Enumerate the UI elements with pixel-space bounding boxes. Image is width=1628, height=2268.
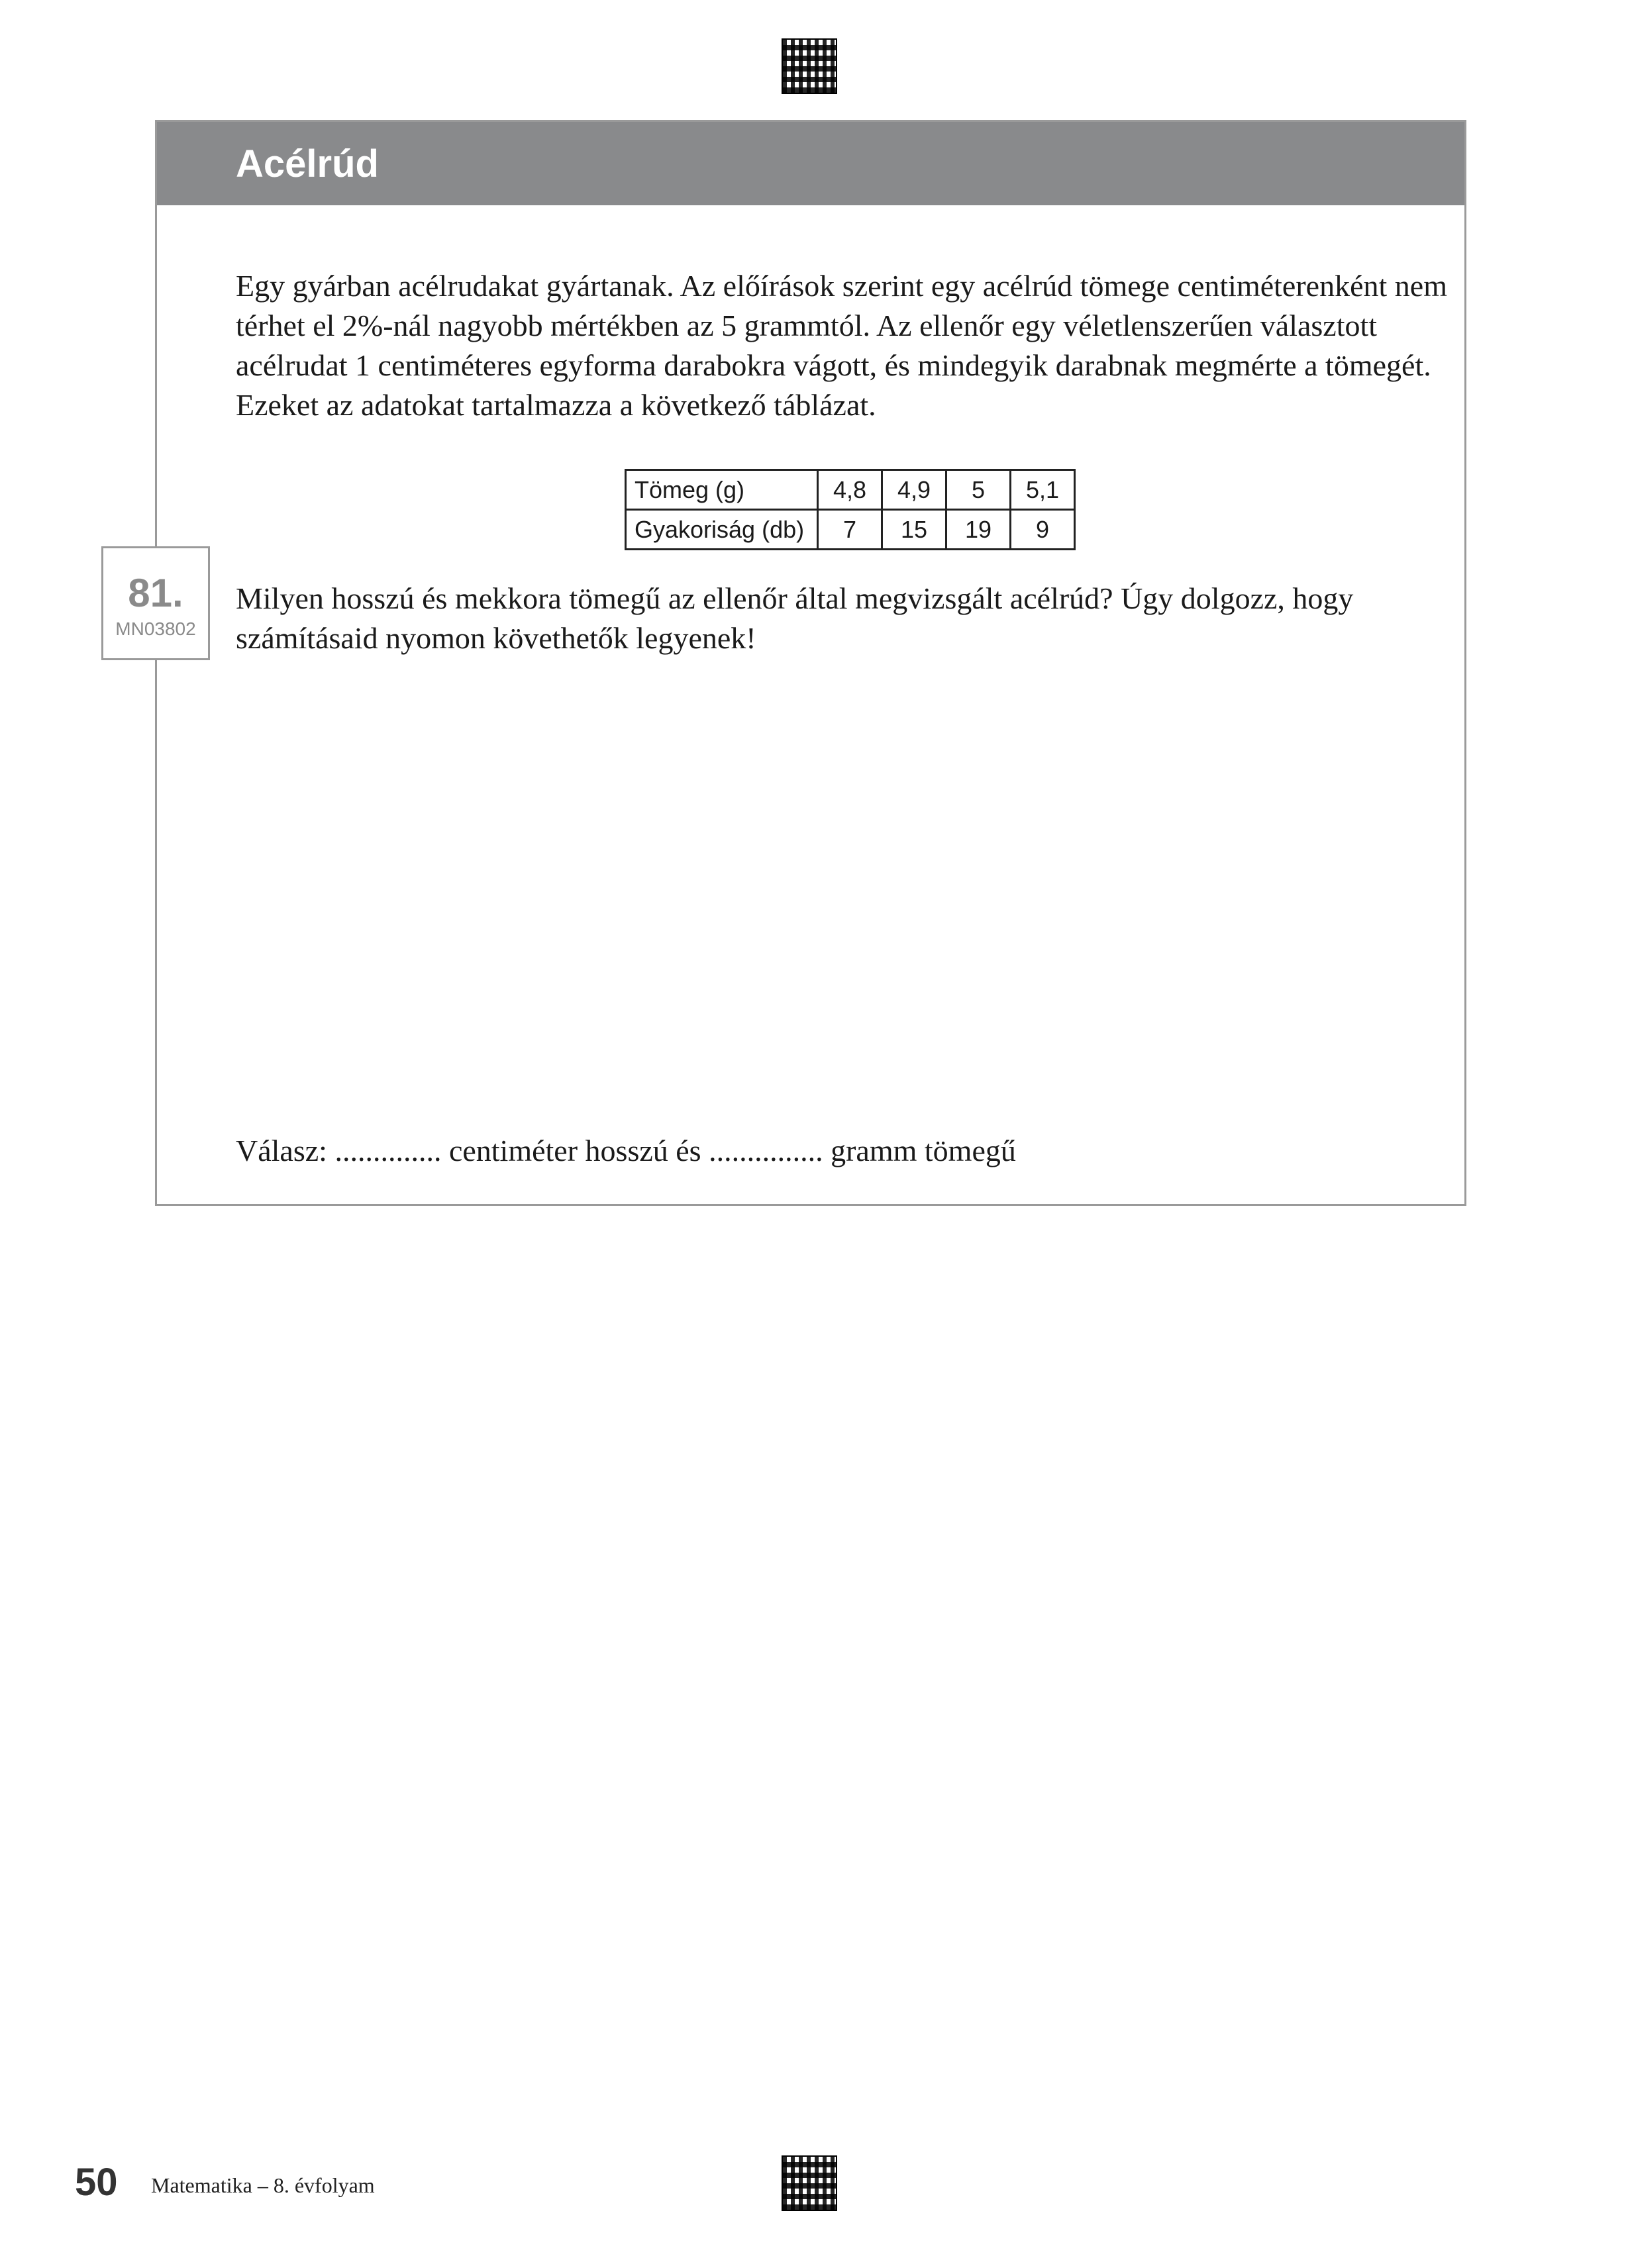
- task-number-badge: [101, 546, 210, 660]
- data-table: [625, 469, 1076, 550]
- footer-subject: Matematika – 8. évfolyam: [151, 2173, 375, 2197]
- task-box: [155, 120, 1466, 1206]
- task-title: Acélrúd: [236, 142, 379, 185]
- row-label: Gyakoriság (db): [626, 510, 818, 550]
- answer-blank-length[interactable]: ..............: [334, 1134, 442, 1167]
- table-cell: 4,8: [818, 470, 882, 510]
- table-cell: 15: [882, 510, 946, 550]
- answer-text-length: centiméter hosszú és: [448, 1134, 701, 1167]
- answer-label: Válasz:: [236, 1134, 327, 1167]
- task-question: Milyen hosszú és mekkora tömegű az ellenőr által megvizsgált acélrúd? Úgy dolgozz, hogy számításaid nyomon követhetők legyenek!: [236, 581, 1354, 655]
- answer-blank-mass[interactable]: ...............: [709, 1134, 823, 1167]
- qr-code-bottom: [782, 2155, 837, 2211]
- task-intro-text: Egy gyárban acélrudakat gyártanak. Az előírások szerint egy acélrúd tömege centiméterenként nem térhet el 2%-nál nagyobb mértékben az 5 grammtól. Az ellenőr egy véletlenszerűen választott acélrudat 1 centiméteres egyforma darabokra vágott, és mindegyik darabnak megmérte a tömegét. Ezeket az adatokat tartalmazza a következő táblázat.: [236, 269, 1447, 422]
- table-cell: 5: [946, 470, 1011, 510]
- table-cell: 19: [946, 510, 1011, 550]
- qr-code-top: [782, 38, 837, 94]
- task-number: 81.: [128, 571, 183, 615]
- table-cell: 9: [1011, 510, 1075, 550]
- page-number: 50: [75, 2161, 118, 2204]
- table-cell: 7: [818, 510, 882, 550]
- answer-line: [236, 1133, 1016, 1168]
- task-code: MN03802: [115, 618, 196, 639]
- row-label: Tömeg (g): [626, 470, 818, 510]
- table-row: [626, 470, 1075, 510]
- table-row: [626, 510, 1075, 550]
- table-cell: 5,1: [1011, 470, 1075, 510]
- task-header-bar: [157, 122, 1464, 205]
- table-cell: 4,9: [882, 470, 946, 510]
- answer-text-mass: gramm tömegű: [831, 1134, 1016, 1167]
